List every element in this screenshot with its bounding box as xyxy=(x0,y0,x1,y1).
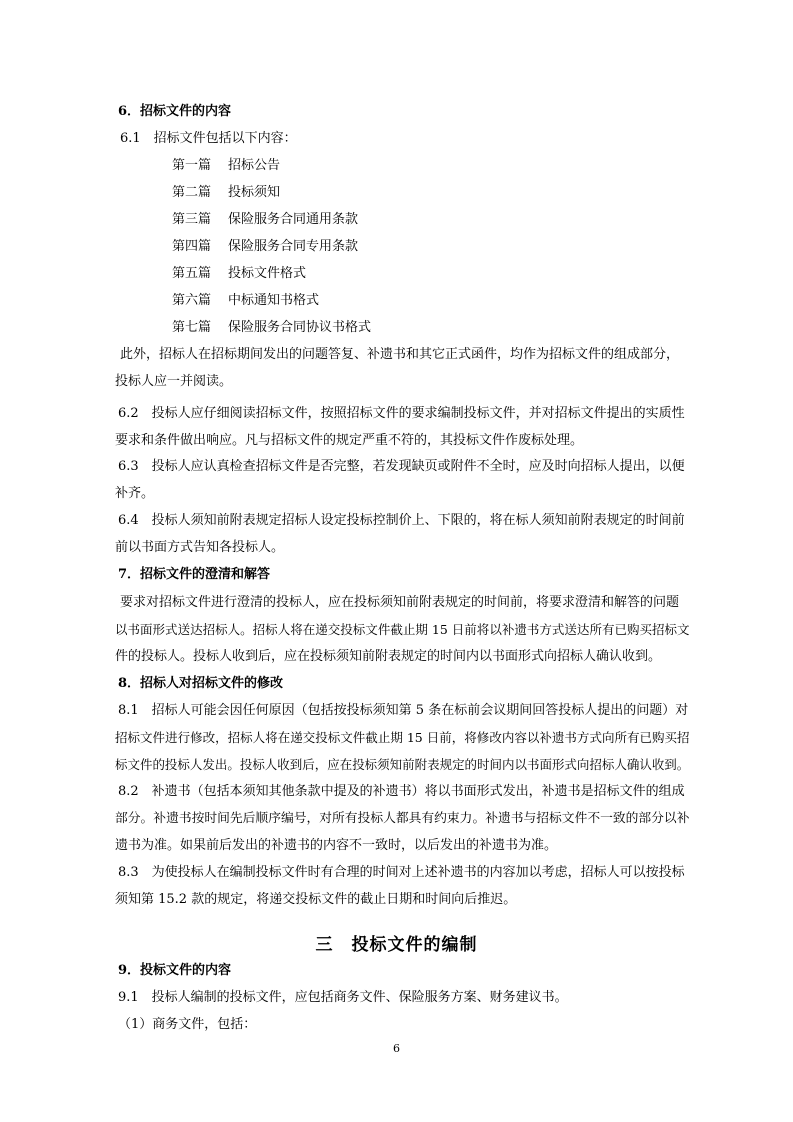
paragraph-line: 要求和条件做出响应。凡与招标文件的规定严重不符的，其投标文件作废标处理。 xyxy=(115,433,584,448)
list-item-title: 投标文件格式 xyxy=(228,266,307,281)
list-item xyxy=(172,292,319,310)
section-7-heading: 7．招标文件的澄清和解答 xyxy=(118,567,271,582)
paragraph-line: 要求对招标文件进行澄清的投标人，应在投标须知前附表规定的时间前，将要求澄清和解答的问题 xyxy=(120,595,680,610)
page-number: 6 xyxy=(393,1042,400,1055)
section-6-heading: 6．招标文件的内容 xyxy=(118,104,232,119)
list-item-title: 保险服务合同专用条款 xyxy=(228,239,359,254)
list-item xyxy=(172,211,358,229)
list-item-number: 第六篇 xyxy=(172,293,212,308)
clause-8-1: 8.1 招标人可能会因任何原因（包括按投标须知第 5 条在标前会议期间回答投标人提出的问题）对 xyxy=(118,703,689,718)
list-item-number: 第二篇 xyxy=(172,185,212,200)
paragraph-line: 遗书为准。如果前后发出的补遗书的内容不一致时，以后发出的补遗书为准。 xyxy=(115,838,558,853)
list-item xyxy=(172,265,306,283)
list-item-title: 招标公告 xyxy=(228,158,281,173)
clause-9-1: 9.1 投标人编制的投标文件，应包括商务文件、保险服务方案、财务建议书。 xyxy=(118,990,568,1005)
list-item-title: 保险服务合同通用条款 xyxy=(228,212,359,227)
list-item-title: 保险服务合同协议书格式 xyxy=(228,320,372,335)
paragraph-line: 招标文件进行修改，招标人将在递交投标文件截止期 15 日前，将修改内容以补遗书方式向所有已购买招 xyxy=(115,730,690,745)
clause-6-2: 6.2 投标人应仔细阅读招标文件，按照招标文件的要求编制投标文件，并对招标文件提出的实质性 xyxy=(118,406,685,421)
list-item-number: 第三篇 xyxy=(172,212,212,227)
list-item-title: 中标通知书格式 xyxy=(228,293,320,308)
list-item-number: 第一篇 xyxy=(172,158,212,173)
list-item xyxy=(172,238,358,256)
paragraph-line: 补齐。 xyxy=(115,486,155,501)
clause-8-3: 8.3 为使投标人在编制投标文件时有合理的时间对上述补遗书的内容加以考虑，招标人可以按投标 xyxy=(118,865,685,880)
list-item xyxy=(172,319,371,337)
clause-6-4: 6.4 投标人须知前附表规定招标人设定投标控制价上、下限的，将在标人须知前附表规定的时间前 xyxy=(118,513,685,528)
paragraph-line: 标文件的投标人发出。投标人收到后，应在投标须知前附表规定的时间内以书面形式向招标人确认收到。 xyxy=(115,757,690,772)
paragraph-line: 此外，招标人在招标期间发出的问题答复、补遗书和其它正式函件，均作为招标文件的组成部分， xyxy=(120,347,680,362)
list-item xyxy=(172,184,280,202)
paragraph-line: 部分。补遗书按时间先后顺序编号，对所有投标人都具有约束力。补遗书与招标文件不一致的部分以补 xyxy=(115,811,690,826)
paragraph-line: 投标人应一并阅读。 xyxy=(115,374,233,389)
list-item-title: 投标须知 xyxy=(228,185,281,200)
list-item-1: （1）商务文件，包括： xyxy=(118,1017,257,1032)
clause-6-1: 6.1 招标文件包括以下内容： xyxy=(120,131,297,146)
list-item-number: 第五篇 xyxy=(172,266,212,281)
clause-6-3: 6.3 投标人应认真检查招标文件是否完整，若发现缺页或附件不全时，应及时向招标人提出，以便 xyxy=(118,459,685,474)
paragraph-line: 以书面形式送达招标人。招标人将在递交投标文件截止期 15 日前将以补遗书方式送达所有已购买招标文 xyxy=(115,622,690,637)
section-9-heading: 9．投标文件的内容 xyxy=(118,963,232,978)
list-item-number: 第七篇 xyxy=(172,320,212,335)
chapter-heading: 三 投标文件的编制 xyxy=(315,935,478,955)
list-item-number: 第四篇 xyxy=(172,239,212,254)
list-item xyxy=(172,157,280,175)
clause-8-2: 8.2 补遗书（包括本须知其他条款中提及的补遗书）将以书面形式发出，补遗书是招标文件的组成 xyxy=(118,784,685,799)
paragraph-line: 须知第 15.2 款的规定，将递交投标文件的截止日期和时间向后推迟。 xyxy=(115,892,517,907)
paragraph-line: 件的投标人。投标人收到后，应在投标须知前附表规定的时间内以书面形式向招标人确认收到。 xyxy=(115,649,662,664)
section-8-heading: 8．招标人对招标文件的修改 xyxy=(118,676,284,691)
paragraph-line: 前以书面方式告知各投标人。 xyxy=(115,540,285,555)
